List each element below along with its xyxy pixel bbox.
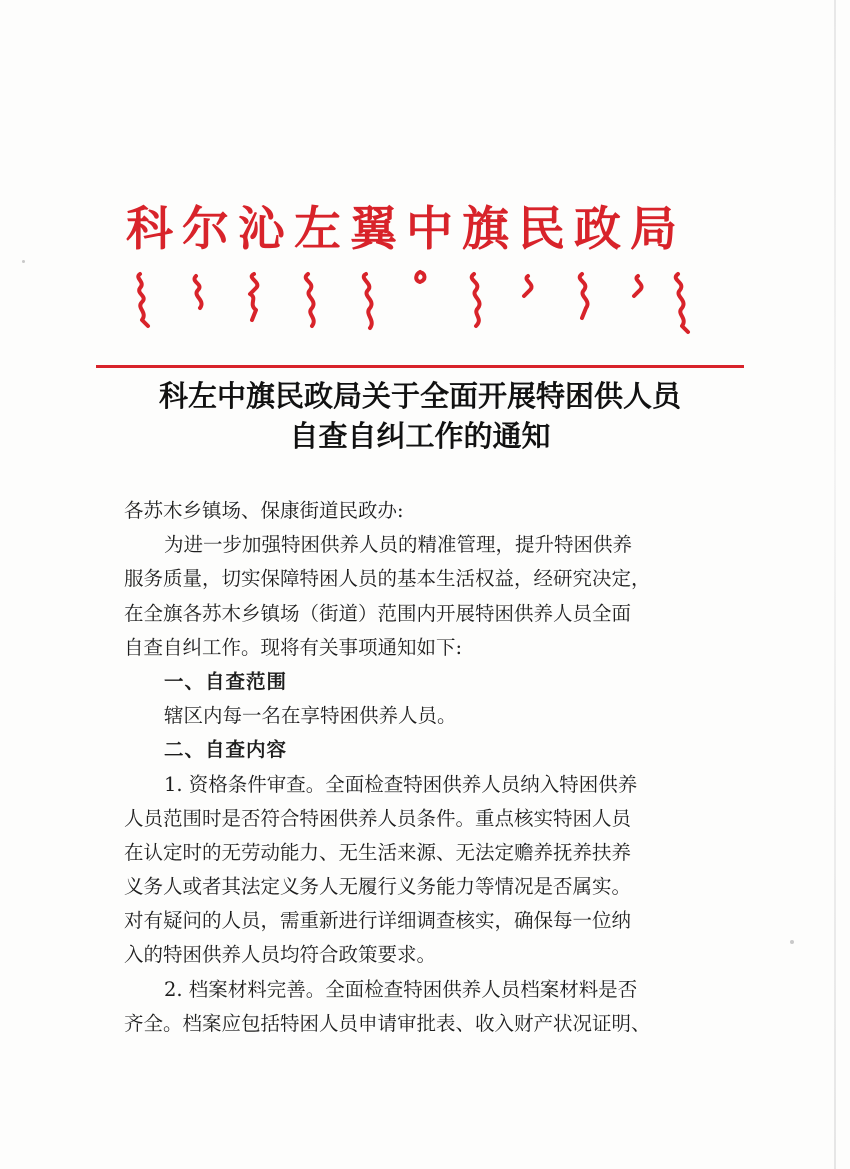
intro-line: 在全旗各苏木乡镇场（街道）范围内开展特困供养人员全面 (124, 601, 632, 625)
document-body (124, 494, 714, 1041)
document-title (90, 376, 750, 456)
item1-line: 义务人或者其法定义务人无履行义务能力等情况是否属实。 (124, 875, 632, 899)
agency-name-header: 科尔沁左翼中旗民政局 (126, 202, 686, 257)
item2-line: 2. 档案材料完善。全面检查特困供养人员档案材料是否 (164, 977, 638, 1001)
intro-line: 为进一步加强特困供养人员的精准管理，提升特困供养 (164, 533, 633, 557)
item1-line: 入的特困供养人员均符合政策要求。 (124, 943, 437, 967)
item2-line: 齐全。档案应包括特困人员申请审批表、收入财产状况证明、 (124, 1011, 651, 1035)
title-line-2: 自查自纠工作的通知 (289, 419, 551, 453)
section-heading-content: 二、自查内容 (164, 738, 288, 762)
scan-speck (790, 940, 794, 944)
item1-line: 在认定时的无劳动能力、无生活来源、无法定赡养抚养扶养 (124, 840, 632, 864)
scan-speck (22, 260, 25, 263)
item1-line: 对有疑问的人员，需重新进行详细调查核实，确保每一位纳 (124, 909, 632, 933)
section-heading-scope: 一、自查范围 (164, 669, 288, 693)
item1-line: 1. 资格条件审查。全面检查特困供养人员纳入特困供养 (164, 772, 638, 796)
title-line-1: 科左中旗民政局关于全面开展特困供人员 (158, 379, 681, 413)
item1-line: 人员范围时是否符合特困供养人员条件。重点核实特困人员 (124, 806, 632, 830)
red-divider-rule (96, 365, 744, 368)
intro-line: 服务质量，切实保障特困人员的基本生活权益，经研究决定， (124, 567, 651, 591)
addressee: 各苏木乡镇场、保康街道民政办: (124, 499, 404, 522)
section-scope-text: 辖区内每一名在享特困供养人员。 (164, 704, 457, 728)
mongolian-script-icon (126, 268, 696, 336)
scan-edge (834, 0, 836, 1169)
intro-line: 自查自纠工作。现将有关事项通知如下: (124, 635, 463, 659)
